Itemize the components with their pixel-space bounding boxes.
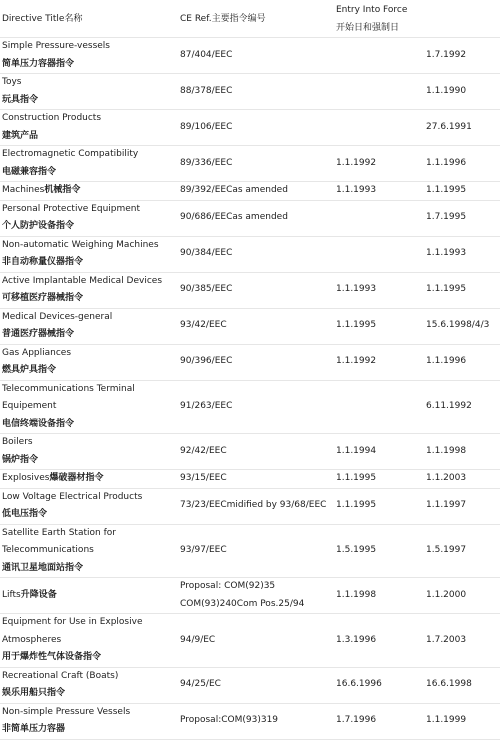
mandatory-date: 1.1.1990	[424, 74, 500, 110]
title-zh: 非简单压力容器	[2, 724, 66, 734]
ce-ref	[178, 614, 334, 668]
ce-ref-line: 90/385/EEC	[180, 284, 233, 295]
mandatory-date: 1.7.1992	[424, 38, 500, 74]
title-en: Recreational Craft (Boats)	[2, 670, 119, 681]
ce-ref-line: 94/25/EC	[180, 679, 221, 690]
directive-title	[0, 74, 178, 110]
table-row	[0, 524, 500, 578]
mandatory-date: 1.1.2000	[424, 578, 500, 614]
table-row	[0, 470, 500, 489]
title-zh: 可移植医疗器械指令	[2, 293, 84, 303]
ce-ref	[178, 182, 334, 201]
directive-title	[0, 578, 178, 614]
mandatory-date: 1.7.2003	[424, 614, 500, 668]
directive-title	[0, 524, 178, 578]
ce-ref-line: Proposal:COM(93)319	[180, 715, 279, 726]
directive-title	[0, 488, 178, 524]
title-zh: 通讯卫星地面站指令	[2, 562, 84, 573]
table-row	[0, 38, 500, 74]
mandatory-date: 1.1.1995	[424, 272, 500, 308]
title-en: Machines机械指令	[2, 185, 81, 195]
ce-ref-line: 93/97/EEC	[180, 545, 227, 555]
entry-date	[334, 236, 424, 272]
mandatory-date: 15.6.1998/4/3	[424, 308, 500, 344]
title-en: Active Implantable Medical Devices	[2, 275, 163, 286]
directive-title	[0, 703, 178, 739]
ce-ref	[178, 380, 334, 434]
directive-title	[0, 380, 178, 434]
header-entry: Entry Into Force 开始日和强制日	[334, 0, 424, 38]
ce-ref-line: 73/23/EECmidified by 93/68/EEC	[180, 500, 327, 511]
directive-title	[0, 344, 178, 380]
entry-date: 1.1.1992	[334, 344, 424, 380]
title-zh: 个人防护设备指令	[2, 221, 75, 231]
ce-ref	[178, 146, 334, 182]
table-row	[0, 200, 500, 236]
table-row	[0, 74, 500, 110]
ce-ref-line: 92/42/EEC	[180, 445, 227, 456]
mandatory-date: 1.1.1997	[424, 488, 500, 524]
header-mandatory	[424, 0, 500, 38]
directive-title	[0, 614, 178, 668]
entry-date	[334, 110, 424, 146]
header-ref: CE Ref.主要指令编号	[178, 0, 334, 38]
title-zh: 电磁兼容指令	[2, 166, 57, 177]
ce-ref	[178, 667, 334, 703]
title-en: Explosives爆破器材指令	[2, 473, 104, 483]
entry-date: 1.1.1992	[334, 146, 424, 182]
table-row	[0, 272, 500, 308]
entry-date: 1.1.1993	[334, 182, 424, 201]
mandatory-date: 1.7.1995	[424, 200, 500, 236]
ce-ref	[178, 38, 334, 74]
directive-title	[0, 236, 178, 272]
ce-ref	[178, 236, 334, 272]
directive-title	[0, 110, 178, 146]
title-zh: 用于爆炸性气体设备指令	[2, 652, 102, 662]
title-zh: 升降设备	[20, 589, 57, 600]
title-en: Electromagnetic Compatibility	[2, 149, 139, 159]
title-zh: 爆破器材指令	[49, 473, 104, 483]
title-en: Equipment for Use in Explosive	[2, 617, 143, 627]
ce-ref	[178, 488, 334, 524]
title-zh: 普通医疗器械指令	[2, 329, 75, 339]
table-row	[0, 488, 500, 524]
entry-date	[334, 380, 424, 434]
entry-date: 16.6.1996	[334, 667, 424, 703]
ce-ref	[178, 524, 334, 578]
table-row	[0, 667, 500, 703]
mandatory-date: 1.1.1995	[424, 182, 500, 201]
directive-title	[0, 308, 178, 344]
entry-date: 1.7.1996	[334, 703, 424, 739]
entry-date: 1.5.1995	[334, 524, 424, 578]
mandatory-date: 1.1.2003	[424, 470, 500, 489]
table-row	[0, 703, 500, 739]
ce-ref-line: 93/15/EEC	[180, 473, 227, 483]
title-zh: 燃具炉具指令	[2, 365, 57, 375]
ce-ref-line: 89/336/EEC	[180, 157, 233, 168]
mandatory-date: 16.6.1998	[424, 667, 500, 703]
entry-date: 1.1.1995	[334, 488, 424, 524]
ce-ref	[178, 470, 334, 489]
title-en: Equipement	[2, 401, 57, 411]
ce-ref-line: 93/42/EEC	[180, 320, 227, 331]
directive-title	[0, 434, 178, 470]
table-row	[0, 308, 500, 344]
table-row	[0, 236, 500, 272]
ce-ref-line: 90/396/EEC	[180, 356, 233, 367]
mandatory-date: 27.6.1991	[424, 110, 500, 146]
title-zh: 机械指令	[44, 185, 81, 195]
ce-ref	[178, 578, 334, 614]
title-en: Simple Pressure-vessels	[2, 41, 110, 51]
title-en: Toys	[2, 77, 22, 87]
title-en: Low Voltage Electrical Products	[2, 491, 143, 502]
entry-date: 1.1.1993	[334, 272, 424, 308]
ce-ref-line: 87/404/EEC	[180, 49, 233, 60]
mandatory-date: 6.11.1992	[424, 380, 500, 434]
ce-ref	[178, 703, 334, 739]
title-en: Satellite Earth Station for	[2, 527, 116, 538]
title-zh: 非自动称量仪器指令	[2, 257, 84, 267]
table-row	[0, 344, 500, 380]
entry-date: 1.1.1995	[334, 470, 424, 489]
directive-title	[0, 470, 178, 489]
table-row	[0, 614, 500, 668]
ce-ref-line: 91/263/EEC	[180, 401, 233, 411]
table-row	[0, 380, 500, 434]
title-en: Boilers	[2, 437, 33, 447]
ce-ref	[178, 74, 334, 110]
title-en: Telecommunications Terminal	[2, 383, 135, 394]
entry-date: 1.1.1995	[334, 308, 424, 344]
ce-ref-line: 89/392/EECas amended	[180, 185, 288, 195]
entry-date	[334, 200, 424, 236]
ce-ref-line: 89/106/EEC	[180, 121, 233, 132]
title-zh: 电信终端设备指令	[2, 418, 75, 429]
ce-ref	[178, 308, 334, 344]
ce-ref	[178, 434, 334, 470]
ce-ref-line: Proposal: COM(92)35	[180, 581, 276, 591]
title-zh: 娱乐用船只指令	[2, 688, 66, 698]
entry-date: 1.1.1998	[334, 578, 424, 614]
table-row	[0, 182, 500, 201]
title-zh: 玩具指令	[2, 94, 39, 105]
ce-ref-line: 88/378/EEC	[180, 85, 233, 96]
title-en: Lifts升降设备	[2, 589, 57, 600]
ce-ref-line: 90/384/EEC	[180, 248, 233, 259]
mandatory-date: 1.5.1997	[424, 524, 500, 578]
title-en: Telecommunications	[2, 545, 94, 555]
title-zh: 建筑产品	[2, 130, 39, 141]
mandatory-date: 1.1.1996	[424, 344, 500, 380]
title-en: Non-automatic Weighing Machines	[2, 239, 159, 250]
table-row	[0, 110, 500, 146]
title-en: Personal Protective Equipment	[2, 203, 141, 214]
title-en: Medical Devices-general	[2, 311, 113, 322]
ce-ref-line: COM(93)240Com Pos.25/94	[180, 598, 305, 609]
directive-title	[0, 38, 178, 74]
mandatory-date: 1.1.1999	[424, 703, 500, 739]
entry-date	[334, 38, 424, 74]
header-title: Directive Title名称	[0, 0, 178, 38]
ce-ref	[178, 110, 334, 146]
entry-date: 1.3.1996	[334, 614, 424, 668]
directive-title	[0, 200, 178, 236]
table-row	[0, 146, 500, 182]
ce-ref-line: 90/686/EECas amended	[180, 212, 288, 223]
directive-title	[0, 667, 178, 703]
directive-title	[0, 146, 178, 182]
title-en: Gas Appliances	[2, 347, 72, 358]
title-zh: 低电压指令	[2, 509, 48, 519]
title-en: Construction Products	[2, 113, 102, 123]
directive-title	[0, 182, 178, 201]
title-en: Atmospheres	[2, 634, 62, 645]
ce-ref-line: 94/9/EC	[180, 634, 216, 645]
table-row	[0, 434, 500, 470]
header-row	[0, 0, 500, 38]
entry-date: 1.1.1994	[334, 434, 424, 470]
ce-ref	[178, 200, 334, 236]
entry-date	[334, 74, 424, 110]
mandatory-date: 1.1.1996	[424, 146, 500, 182]
title-en: Non-simple Pressure Vessels	[2, 706, 131, 717]
mandatory-date: 1.1.1993	[424, 236, 500, 272]
ce-ref	[178, 272, 334, 308]
title-zh: 简单压力容器指令	[2, 58, 75, 69]
mandatory-date: 1.1.1998	[424, 434, 500, 470]
directive-title	[0, 272, 178, 308]
table-row	[0, 578, 500, 614]
title-zh: 锅炉指令	[2, 454, 39, 465]
ce-ref	[178, 344, 334, 380]
